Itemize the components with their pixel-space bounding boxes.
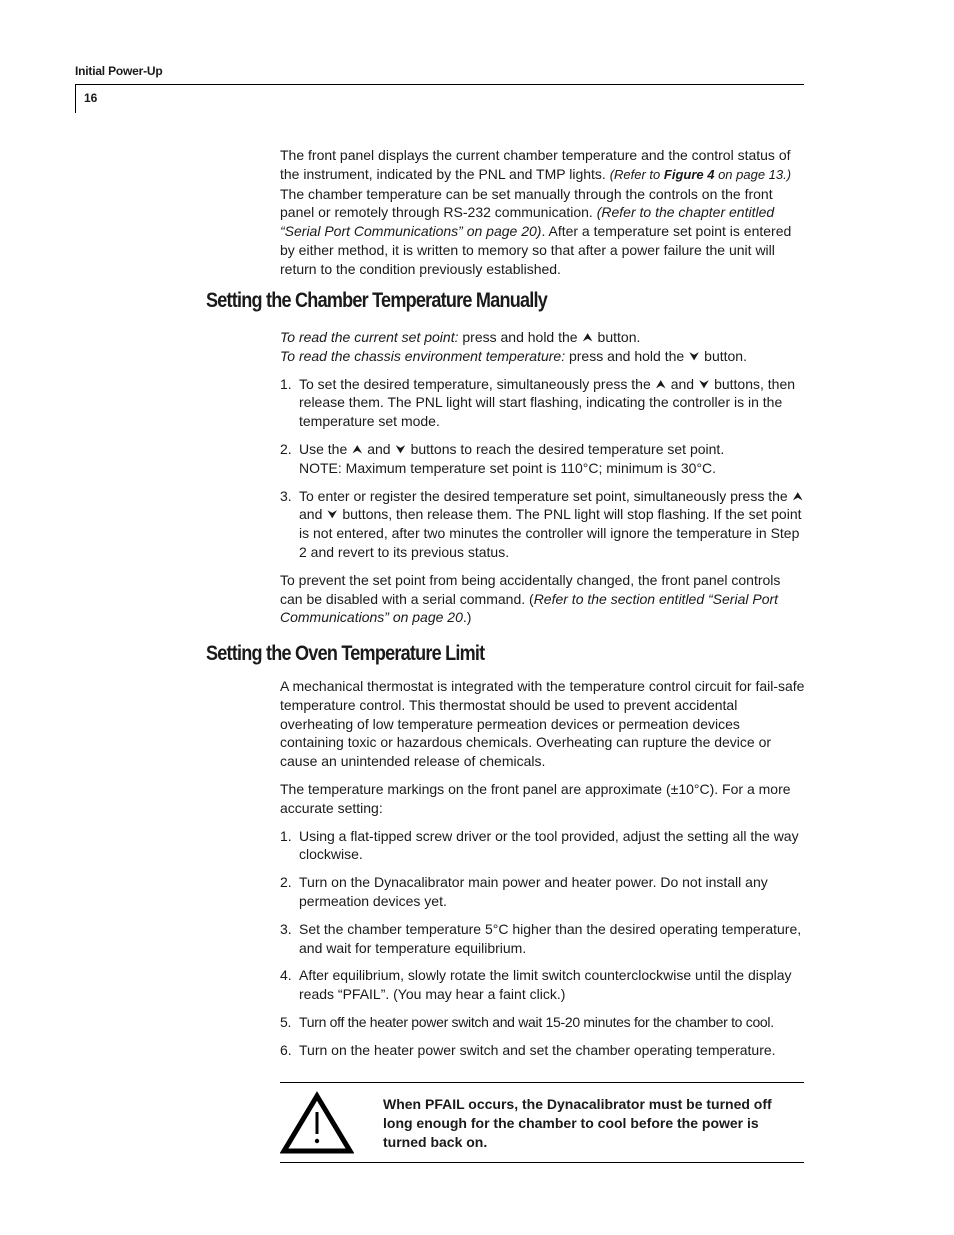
double-chevron-up-icon: ⮝ bbox=[792, 488, 803, 503]
markings-paragraph: The temperature markings on the front panel are approximate (±10°C). For a more accurate setting: bbox=[280, 780, 791, 816]
list-item: 3. To enter or register the desired temperature set point, simultaneously press the ⮝ and ⮟ buttons, then release them. The PNL light will stop flashing. If the set point is not entered, after two minutes the controller will ignore the temperature in Step 2 and revert to its previous status. bbox=[280, 487, 803, 560]
double-chevron-up-icon: ⮝ bbox=[655, 376, 666, 391]
chamber-section-body bbox=[280, 328, 806, 636]
list-item: 1. To set the desired temperature, simultaneously press the ⮝ and ⮟ buttons, then release them. The PNL light will start flashing, indicating the controller is in the temperature set mode. bbox=[280, 375, 796, 430]
chapter-reference[interactable]: (Refer to the chapter entitled “Serial Port Communications” on page 20) bbox=[280, 204, 775, 240]
list-item: 1. Using a flat-tipped screw driver or the tool provided, adjust the setting all the way clockwise. bbox=[280, 827, 799, 863]
page-number: 16 bbox=[84, 91, 98, 105]
list-item: 4. After equilibrium, slowly rotate the limit switch counterclockwise until the display reads “PFAIL”. (You may hear a faint click.) bbox=[280, 967, 792, 1003]
section-reference[interactable]: Refer to the section entitled “Serial Port Communications” on page 20 bbox=[280, 590, 779, 626]
header-rule bbox=[75, 84, 804, 85]
warning-message: When PFAIL occurs, the Dynacalibrator must be turned off long enough for the chamber to cool before the power is turned back on. bbox=[383, 1096, 772, 1150]
section-title-oven-limit: Setting the Oven Temperature Limit bbox=[206, 642, 485, 665]
header-vertical-rule bbox=[75, 84, 76, 113]
double-chevron-down-icon: ⮟ bbox=[689, 348, 700, 363]
list-item: 2. Turn on the Dynacalibrator main power and heater power. Do not install any permeation devices yet. bbox=[280, 874, 768, 909]
figure-reference-link[interactable]: Figure 4 bbox=[663, 166, 715, 182]
set-temperature-steps bbox=[280, 375, 806, 562]
warning-triangle-icon bbox=[280, 1090, 354, 1156]
warning-top-rule bbox=[280, 1082, 804, 1083]
prevent-paragraph: To prevent the set point from being accidentally changed, the front panel controls can be disabled with a serial command. (Refer to the section entitled “Serial Port Communications” on page 20.) bbox=[280, 571, 781, 626]
section-title-chamber: Setting the Chamber Temperature Manually bbox=[206, 289, 548, 312]
intro-block bbox=[280, 146, 806, 288]
temperature-note: NOTE: Maximum temperature set point is 110°C; minimum is 30°C. bbox=[299, 459, 717, 476]
warning-bottom-rule bbox=[280, 1162, 804, 1163]
list-item: 6. Turn on the heater power switch and set the chamber operating temperature. bbox=[280, 1041, 776, 1058]
double-chevron-down-icon: ⮟ bbox=[327, 507, 338, 522]
list-item: 5. Turn off the heater power switch and wait 15-20 minutes for the chamber to cool. bbox=[280, 1013, 774, 1030]
oven-limit-section-body bbox=[280, 677, 806, 1069]
running-head: Initial Power-Up bbox=[75, 64, 163, 78]
read-instructions: To read the current set point: press and hold the ⮝ button. To read the chassis environment temperature: press and hold the ⮟ button. bbox=[280, 329, 747, 364]
limit-steps bbox=[280, 827, 806, 1060]
double-chevron-down-icon: ⮟ bbox=[698, 376, 710, 391]
intro-paragraph: The front panel displays the current chamber temperature and the control status of the instrument, indicated by the PNL and TMP lights. (Refer to Figure 4 on page 13.) The chamber temperature can be set manually through the controls on the front panel or remotely through RS-232 communication. (Refer to the chapter entitled “Serial Port Communications” on page 20). After a temperature set point is entered by either method, it is written to memory so that after a power failure the unit will return to the condition previously established. bbox=[280, 147, 792, 277]
list-item: 2. Use the ⮝ and ⮟ buttons to reach the desired temperature set point. NOTE: Maximum temperature set point is 110°C; minimum is 30°C. bbox=[280, 440, 725, 476]
double-chevron-up-icon: ⮝ bbox=[352, 441, 363, 456]
thermostat-paragraph: A mechanical thermostat is integrated with the temperature control circuit for fail-safe temperature control. This thermostat should be used to prevent accidental overheating of low temperature permeation devices or permeation devices containing toxic or hazardous chemicals. Overheating can rupture the device or cause an unintended release of chemicals. bbox=[280, 678, 805, 770]
double-chevron-up-icon: ⮝ bbox=[582, 330, 593, 344]
list-item: 3. Set the chamber temperature 5°C higher than the desired operating temperature, and wait for temperature equilibrium. bbox=[280, 920, 802, 956]
double-chevron-down-icon: ⮟ bbox=[395, 441, 406, 456]
